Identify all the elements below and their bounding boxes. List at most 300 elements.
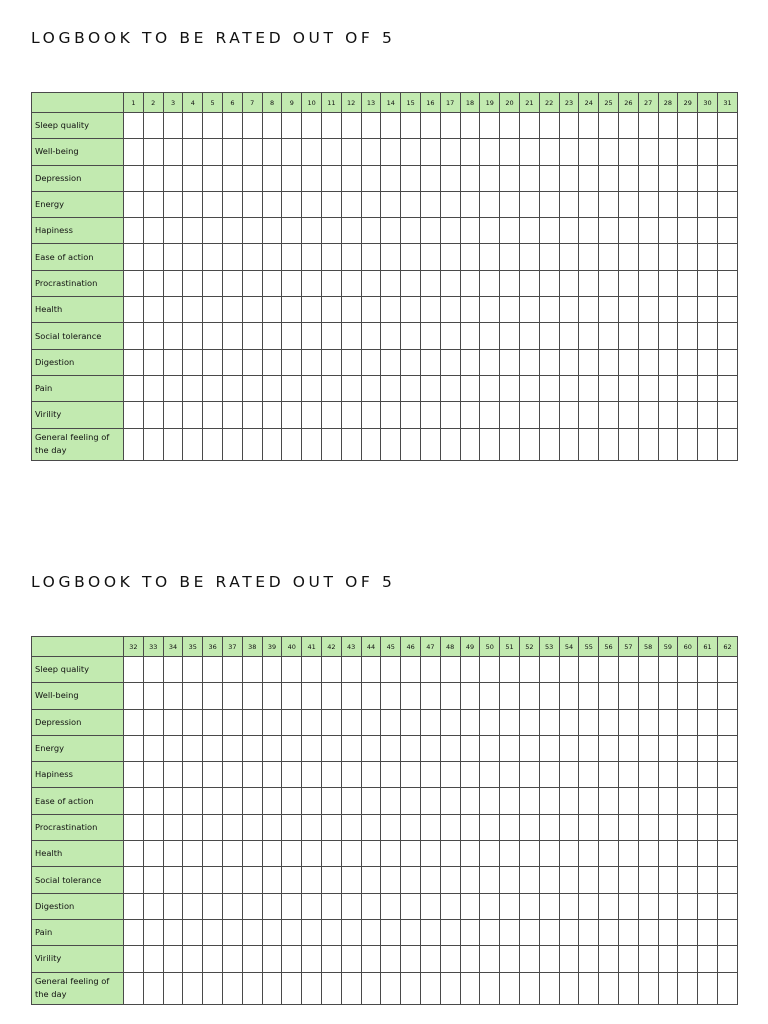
rating-cell[interactable] <box>500 218 520 244</box>
rating-cell[interactable] <box>638 349 658 375</box>
rating-cell[interactable] <box>143 919 163 945</box>
rating-cell[interactable] <box>519 402 539 428</box>
rating-cell[interactable] <box>519 375 539 401</box>
rating-cell[interactable] <box>440 349 460 375</box>
rating-cell[interactable] <box>599 788 619 814</box>
rating-cell[interactable] <box>242 683 262 709</box>
rating-cell[interactable] <box>341 139 361 165</box>
rating-cell[interactable] <box>420 893 440 919</box>
rating-cell[interactable] <box>717 972 737 1004</box>
rating-cell[interactable] <box>678 657 698 683</box>
rating-cell[interactable] <box>262 191 282 217</box>
rating-cell[interactable] <box>539 244 559 270</box>
rating-cell[interactable] <box>262 893 282 919</box>
rating-cell[interactable] <box>638 919 658 945</box>
rating-cell[interactable] <box>143 867 163 893</box>
rating-cell[interactable] <box>599 972 619 1004</box>
rating-cell[interactable] <box>698 244 718 270</box>
rating-cell[interactable] <box>717 191 737 217</box>
rating-cell[interactable] <box>480 683 500 709</box>
rating-cell[interactable] <box>203 709 223 735</box>
rating-cell[interactable] <box>341 270 361 296</box>
rating-cell[interactable] <box>599 946 619 972</box>
rating-cell[interactable] <box>698 946 718 972</box>
rating-cell[interactable] <box>381 139 401 165</box>
rating-cell[interactable] <box>638 762 658 788</box>
rating-cell[interactable] <box>717 297 737 323</box>
rating-cell[interactable] <box>302 867 322 893</box>
rating-cell[interactable] <box>539 841 559 867</box>
rating-cell[interactable] <box>163 165 183 191</box>
rating-cell[interactable] <box>638 270 658 296</box>
rating-cell[interactable] <box>242 867 262 893</box>
rating-cell[interactable] <box>480 762 500 788</box>
rating-cell[interactable] <box>302 270 322 296</box>
rating-cell[interactable] <box>519 657 539 683</box>
rating-cell[interactable] <box>401 297 421 323</box>
rating-cell[interactable] <box>143 165 163 191</box>
rating-cell[interactable] <box>599 919 619 945</box>
rating-cell[interactable] <box>698 788 718 814</box>
rating-cell[interactable] <box>480 946 500 972</box>
rating-cell[interactable] <box>163 191 183 217</box>
rating-cell[interactable] <box>143 683 163 709</box>
rating-cell[interactable] <box>341 814 361 840</box>
rating-cell[interactable] <box>480 972 500 1004</box>
rating-cell[interactable] <box>282 709 302 735</box>
rating-cell[interactable] <box>381 867 401 893</box>
rating-cell[interactable] <box>658 191 678 217</box>
rating-cell[interactable] <box>559 270 579 296</box>
rating-cell[interactable] <box>420 218 440 244</box>
rating-cell[interactable] <box>559 893 579 919</box>
rating-cell[interactable] <box>401 709 421 735</box>
rating-cell[interactable] <box>559 788 579 814</box>
rating-cell[interactable] <box>698 735 718 761</box>
rating-cell[interactable] <box>302 244 322 270</box>
rating-cell[interactable] <box>124 375 144 401</box>
rating-cell[interactable] <box>440 735 460 761</box>
rating-cell[interactable] <box>698 428 718 460</box>
rating-cell[interactable] <box>717 841 737 867</box>
rating-cell[interactable] <box>341 683 361 709</box>
rating-cell[interactable] <box>539 657 559 683</box>
rating-cell[interactable] <box>381 946 401 972</box>
rating-cell[interactable] <box>500 375 520 401</box>
rating-cell[interactable] <box>678 218 698 244</box>
rating-cell[interactable] <box>262 735 282 761</box>
rating-cell[interactable] <box>460 893 480 919</box>
rating-cell[interactable] <box>203 893 223 919</box>
rating-cell[interactable] <box>163 139 183 165</box>
rating-cell[interactable] <box>242 788 262 814</box>
rating-cell[interactable] <box>618 165 638 191</box>
rating-cell[interactable] <box>559 323 579 349</box>
rating-cell[interactable] <box>242 762 262 788</box>
rating-cell[interactable] <box>420 428 440 460</box>
rating-cell[interactable] <box>143 972 163 1004</box>
rating-cell[interactable] <box>599 867 619 893</box>
rating-cell[interactable] <box>124 297 144 323</box>
rating-cell[interactable] <box>401 428 421 460</box>
rating-cell[interactable] <box>460 113 480 139</box>
rating-cell[interactable] <box>262 919 282 945</box>
rating-cell[interactable] <box>717 349 737 375</box>
rating-cell[interactable] <box>440 297 460 323</box>
rating-cell[interactable] <box>163 297 183 323</box>
rating-cell[interactable] <box>361 814 381 840</box>
rating-cell[interactable] <box>401 762 421 788</box>
rating-cell[interactable] <box>599 375 619 401</box>
rating-cell[interactable] <box>401 349 421 375</box>
rating-cell[interactable] <box>143 270 163 296</box>
rating-cell[interactable] <box>658 349 678 375</box>
rating-cell[interactable] <box>658 919 678 945</box>
rating-cell[interactable] <box>599 113 619 139</box>
rating-cell[interactable] <box>420 349 440 375</box>
rating-cell[interactable] <box>440 972 460 1004</box>
rating-cell[interactable] <box>698 297 718 323</box>
rating-cell[interactable] <box>341 946 361 972</box>
rating-cell[interactable] <box>322 735 342 761</box>
rating-cell[interactable] <box>401 814 421 840</box>
rating-cell[interactable] <box>282 735 302 761</box>
rating-cell[interactable] <box>519 270 539 296</box>
rating-cell[interactable] <box>322 297 342 323</box>
rating-cell[interactable] <box>559 244 579 270</box>
rating-cell[interactable] <box>242 841 262 867</box>
rating-cell[interactable] <box>361 165 381 191</box>
rating-cell[interactable] <box>183 946 203 972</box>
rating-cell[interactable] <box>143 814 163 840</box>
rating-cell[interactable] <box>302 814 322 840</box>
rating-cell[interactable] <box>440 814 460 840</box>
rating-cell[interactable] <box>599 244 619 270</box>
rating-cell[interactable] <box>420 270 440 296</box>
rating-cell[interactable] <box>163 244 183 270</box>
rating-cell[interactable] <box>519 139 539 165</box>
rating-cell[interactable] <box>460 657 480 683</box>
rating-cell[interactable] <box>658 218 678 244</box>
rating-cell[interactable] <box>322 113 342 139</box>
rating-cell[interactable] <box>262 657 282 683</box>
rating-cell[interactable] <box>322 165 342 191</box>
rating-cell[interactable] <box>183 139 203 165</box>
rating-cell[interactable] <box>638 244 658 270</box>
rating-cell[interactable] <box>381 709 401 735</box>
rating-cell[interactable] <box>717 139 737 165</box>
rating-cell[interactable] <box>420 709 440 735</box>
rating-cell[interactable] <box>579 893 599 919</box>
rating-cell[interactable] <box>242 657 262 683</box>
rating-cell[interactable] <box>203 402 223 428</box>
rating-cell[interactable] <box>638 165 658 191</box>
rating-cell[interactable] <box>480 657 500 683</box>
rating-cell[interactable] <box>717 323 737 349</box>
rating-cell[interactable] <box>420 919 440 945</box>
rating-cell[interactable] <box>460 762 480 788</box>
rating-cell[interactable] <box>302 946 322 972</box>
rating-cell[interactable] <box>579 323 599 349</box>
rating-cell[interactable] <box>401 375 421 401</box>
rating-cell[interactable] <box>203 841 223 867</box>
rating-cell[interactable] <box>678 428 698 460</box>
rating-cell[interactable] <box>203 113 223 139</box>
rating-cell[interactable] <box>262 270 282 296</box>
rating-cell[interactable] <box>262 972 282 1004</box>
rating-cell[interactable] <box>579 762 599 788</box>
rating-cell[interactable] <box>223 735 243 761</box>
rating-cell[interactable] <box>401 191 421 217</box>
rating-cell[interactable] <box>579 946 599 972</box>
rating-cell[interactable] <box>322 919 342 945</box>
rating-cell[interactable] <box>124 113 144 139</box>
rating-cell[interactable] <box>183 919 203 945</box>
rating-cell[interactable] <box>599 139 619 165</box>
rating-cell[interactable] <box>183 428 203 460</box>
rating-cell[interactable] <box>539 893 559 919</box>
rating-cell[interactable] <box>124 349 144 375</box>
rating-cell[interactable] <box>143 113 163 139</box>
rating-cell[interactable] <box>579 218 599 244</box>
rating-cell[interactable] <box>440 788 460 814</box>
rating-cell[interactable] <box>579 919 599 945</box>
rating-cell[interactable] <box>698 113 718 139</box>
rating-cell[interactable] <box>539 191 559 217</box>
rating-cell[interactable] <box>539 297 559 323</box>
rating-cell[interactable] <box>618 919 638 945</box>
rating-cell[interactable] <box>539 709 559 735</box>
rating-cell[interactable] <box>638 814 658 840</box>
rating-cell[interactable] <box>341 657 361 683</box>
rating-cell[interactable] <box>480 270 500 296</box>
rating-cell[interactable] <box>618 709 638 735</box>
rating-cell[interactable] <box>440 139 460 165</box>
rating-cell[interactable] <box>302 297 322 323</box>
rating-cell[interactable] <box>599 349 619 375</box>
rating-cell[interactable] <box>440 428 460 460</box>
rating-cell[interactable] <box>262 402 282 428</box>
rating-cell[interactable] <box>698 893 718 919</box>
rating-cell[interactable] <box>658 657 678 683</box>
rating-cell[interactable] <box>500 867 520 893</box>
rating-cell[interactable] <box>282 349 302 375</box>
rating-cell[interactable] <box>401 972 421 1004</box>
rating-cell[interactable] <box>381 165 401 191</box>
rating-cell[interactable] <box>242 218 262 244</box>
rating-cell[interactable] <box>480 349 500 375</box>
rating-cell[interactable] <box>638 218 658 244</box>
rating-cell[interactable] <box>124 244 144 270</box>
rating-cell[interactable] <box>559 683 579 709</box>
rating-cell[interactable] <box>460 244 480 270</box>
rating-cell[interactable] <box>599 735 619 761</box>
rating-cell[interactable] <box>678 762 698 788</box>
rating-cell[interactable] <box>658 297 678 323</box>
rating-cell[interactable] <box>361 709 381 735</box>
rating-cell[interactable] <box>519 428 539 460</box>
rating-cell[interactable] <box>500 402 520 428</box>
rating-cell[interactable] <box>401 841 421 867</box>
rating-cell[interactable] <box>519 349 539 375</box>
rating-cell[interactable] <box>361 191 381 217</box>
rating-cell[interactable] <box>183 323 203 349</box>
rating-cell[interactable] <box>440 375 460 401</box>
rating-cell[interactable] <box>223 165 243 191</box>
rating-cell[interactable] <box>223 191 243 217</box>
rating-cell[interactable] <box>579 139 599 165</box>
rating-cell[interactable] <box>420 788 440 814</box>
rating-cell[interactable] <box>223 762 243 788</box>
rating-cell[interactable] <box>539 323 559 349</box>
rating-cell[interactable] <box>223 841 243 867</box>
rating-cell[interactable] <box>361 867 381 893</box>
rating-cell[interactable] <box>223 349 243 375</box>
rating-cell[interactable] <box>381 683 401 709</box>
rating-cell[interactable] <box>203 919 223 945</box>
rating-cell[interactable] <box>203 867 223 893</box>
rating-cell[interactable] <box>381 814 401 840</box>
rating-cell[interactable] <box>361 657 381 683</box>
rating-cell[interactable] <box>519 919 539 945</box>
rating-cell[interactable] <box>401 788 421 814</box>
rating-cell[interactable] <box>282 297 302 323</box>
rating-cell[interactable] <box>381 735 401 761</box>
rating-cell[interactable] <box>618 946 638 972</box>
rating-cell[interactable] <box>143 788 163 814</box>
rating-cell[interactable] <box>658 375 678 401</box>
rating-cell[interactable] <box>480 244 500 270</box>
rating-cell[interactable] <box>717 113 737 139</box>
rating-cell[interactable] <box>599 270 619 296</box>
rating-cell[interactable] <box>401 113 421 139</box>
rating-cell[interactable] <box>539 762 559 788</box>
rating-cell[interactable] <box>717 919 737 945</box>
rating-cell[interactable] <box>618 139 638 165</box>
rating-cell[interactable] <box>163 972 183 1004</box>
rating-cell[interactable] <box>223 402 243 428</box>
rating-cell[interactable] <box>262 428 282 460</box>
rating-cell[interactable] <box>519 788 539 814</box>
rating-cell[interactable] <box>519 762 539 788</box>
rating-cell[interactable] <box>361 113 381 139</box>
rating-cell[interactable] <box>282 683 302 709</box>
rating-cell[interactable] <box>361 972 381 1004</box>
rating-cell[interactable] <box>678 788 698 814</box>
rating-cell[interactable] <box>203 946 223 972</box>
rating-cell[interactable] <box>480 402 500 428</box>
rating-cell[interactable] <box>183 867 203 893</box>
rating-cell[interactable] <box>124 919 144 945</box>
rating-cell[interactable] <box>539 218 559 244</box>
rating-cell[interactable] <box>242 297 262 323</box>
rating-cell[interactable] <box>401 165 421 191</box>
rating-cell[interactable] <box>341 735 361 761</box>
rating-cell[interactable] <box>381 841 401 867</box>
rating-cell[interactable] <box>678 867 698 893</box>
rating-cell[interactable] <box>559 762 579 788</box>
rating-cell[interactable] <box>143 735 163 761</box>
rating-cell[interactable] <box>242 165 262 191</box>
rating-cell[interactable] <box>262 113 282 139</box>
rating-cell[interactable] <box>242 113 262 139</box>
rating-cell[interactable] <box>203 762 223 788</box>
rating-cell[interactable] <box>519 113 539 139</box>
rating-cell[interactable] <box>698 972 718 1004</box>
rating-cell[interactable] <box>242 191 262 217</box>
rating-cell[interactable] <box>717 428 737 460</box>
rating-cell[interactable] <box>143 709 163 735</box>
rating-cell[interactable] <box>282 191 302 217</box>
rating-cell[interactable] <box>420 139 440 165</box>
rating-cell[interactable] <box>223 375 243 401</box>
rating-cell[interactable] <box>717 735 737 761</box>
rating-cell[interactable] <box>678 841 698 867</box>
rating-cell[interactable] <box>381 402 401 428</box>
rating-cell[interactable] <box>322 349 342 375</box>
rating-cell[interactable] <box>183 788 203 814</box>
rating-cell[interactable] <box>519 893 539 919</box>
rating-cell[interactable] <box>500 244 520 270</box>
rating-cell[interactable] <box>420 113 440 139</box>
rating-cell[interactable] <box>282 165 302 191</box>
rating-cell[interactable] <box>124 191 144 217</box>
rating-cell[interactable] <box>500 762 520 788</box>
rating-cell[interactable] <box>163 735 183 761</box>
rating-cell[interactable] <box>480 165 500 191</box>
rating-cell[interactable] <box>519 191 539 217</box>
rating-cell[interactable] <box>361 402 381 428</box>
rating-cell[interactable] <box>143 428 163 460</box>
rating-cell[interactable] <box>618 683 638 709</box>
rating-cell[interactable] <box>262 762 282 788</box>
rating-cell[interactable] <box>262 218 282 244</box>
rating-cell[interactable] <box>539 735 559 761</box>
rating-cell[interactable] <box>282 893 302 919</box>
rating-cell[interactable] <box>203 814 223 840</box>
rating-cell[interactable] <box>302 218 322 244</box>
rating-cell[interactable] <box>242 244 262 270</box>
rating-cell[interactable] <box>262 139 282 165</box>
rating-cell[interactable] <box>322 946 342 972</box>
rating-cell[interactable] <box>480 735 500 761</box>
rating-cell[interactable] <box>163 762 183 788</box>
rating-cell[interactable] <box>282 946 302 972</box>
rating-cell[interactable] <box>361 946 381 972</box>
rating-cell[interactable] <box>658 946 678 972</box>
rating-cell[interactable] <box>143 893 163 919</box>
rating-cell[interactable] <box>420 841 440 867</box>
rating-cell[interactable] <box>143 841 163 867</box>
rating-cell[interactable] <box>539 270 559 296</box>
rating-cell[interactable] <box>242 270 262 296</box>
rating-cell[interactable] <box>539 814 559 840</box>
rating-cell[interactable] <box>440 270 460 296</box>
rating-cell[interactable] <box>698 218 718 244</box>
rating-cell[interactable] <box>341 375 361 401</box>
rating-cell[interactable] <box>322 191 342 217</box>
rating-cell[interactable] <box>322 788 342 814</box>
rating-cell[interactable] <box>638 867 658 893</box>
rating-cell[interactable] <box>302 657 322 683</box>
rating-cell[interactable] <box>638 946 658 972</box>
rating-cell[interactable] <box>480 814 500 840</box>
rating-cell[interactable] <box>223 709 243 735</box>
rating-cell[interactable] <box>599 709 619 735</box>
rating-cell[interactable] <box>242 814 262 840</box>
rating-cell[interactable] <box>163 946 183 972</box>
rating-cell[interactable] <box>638 113 658 139</box>
